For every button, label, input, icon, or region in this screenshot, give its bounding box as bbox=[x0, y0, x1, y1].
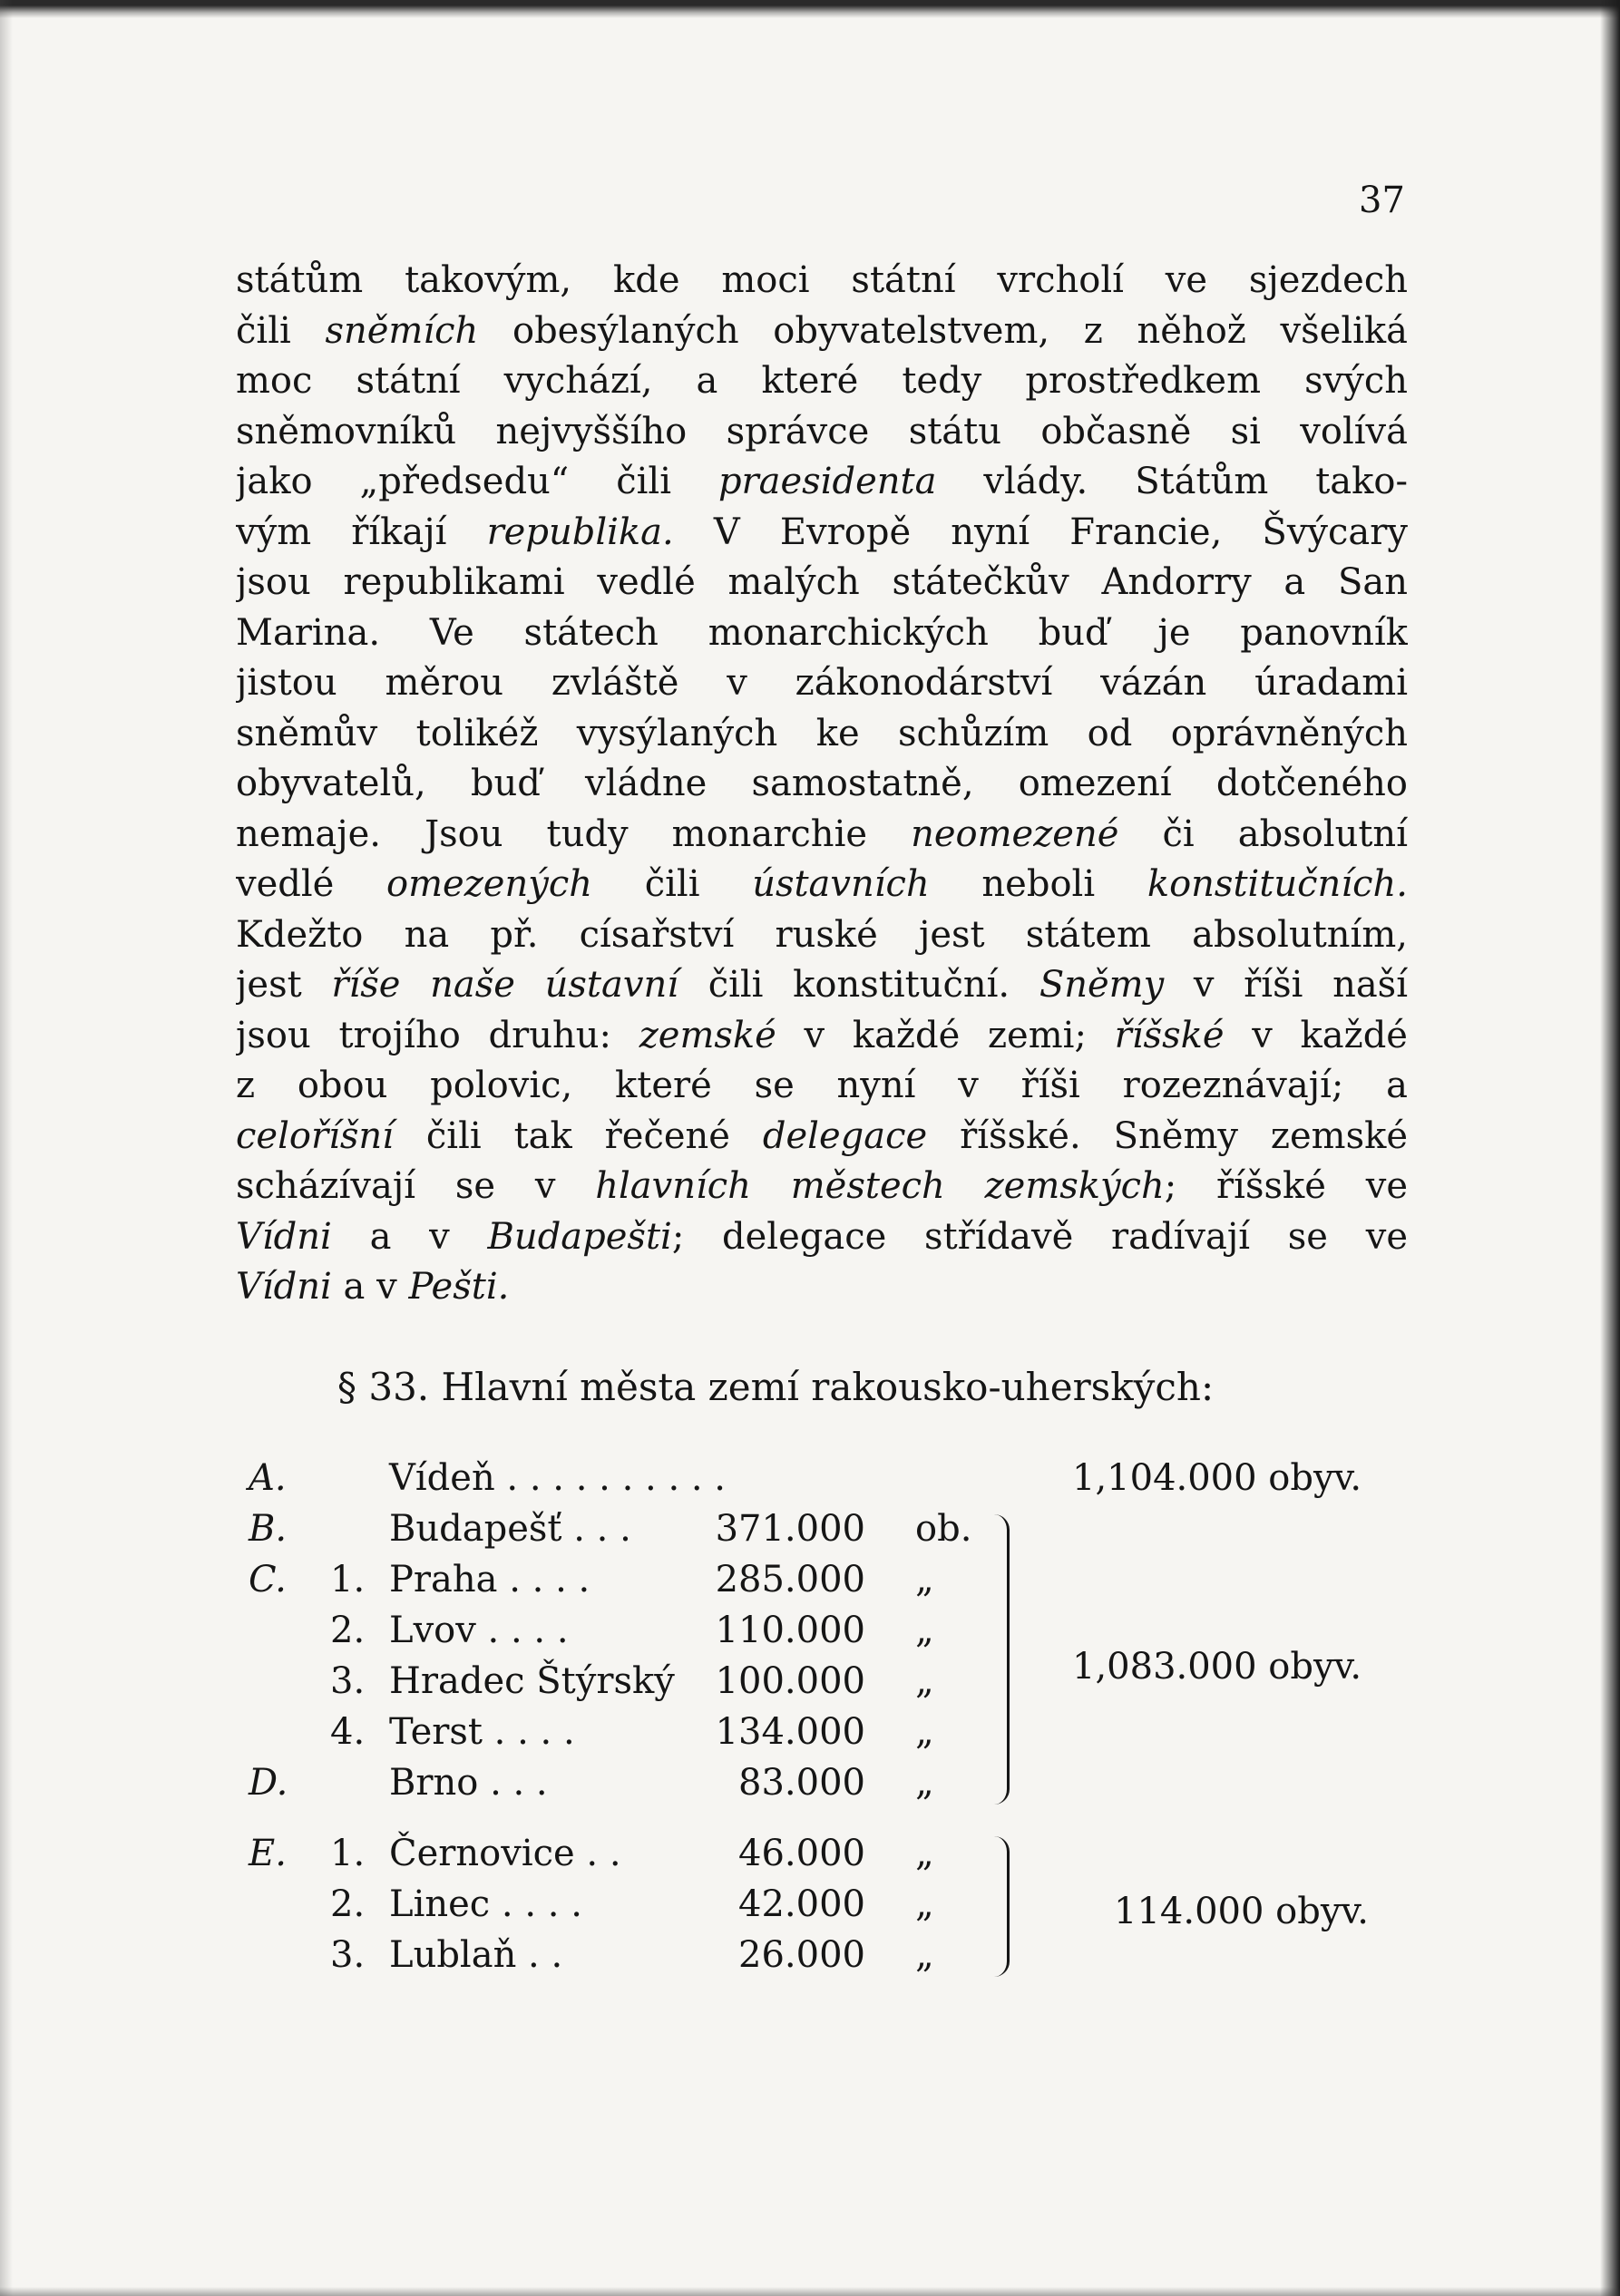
row-number: 2. bbox=[330, 1883, 366, 1925]
italic-term: omezených bbox=[386, 863, 592, 905]
city-row bbox=[249, 1930, 1428, 1980]
paragraph-line bbox=[236, 256, 1408, 306]
paragraph-line bbox=[236, 306, 1408, 357]
population-unit: „ bbox=[915, 1610, 934, 1651]
population-value: 371.000 bbox=[715, 1508, 865, 1550]
city-row bbox=[249, 1503, 1428, 1554]
text-run: nemaje. Jsou tudy monarchie bbox=[236, 812, 912, 855]
text-run: V Evropě nyní Francie, Švýcary bbox=[673, 511, 1408, 553]
text-run: jsou trojího druhu: bbox=[236, 1014, 639, 1056]
city-name: Budapešť . . . bbox=[389, 1508, 631, 1550]
population-value: 83.000 bbox=[738, 1762, 865, 1804]
paragraph-line bbox=[236, 407, 1408, 458]
italic-term: sněmích bbox=[325, 309, 479, 352]
text-run: ; delegace střídavě radívají se ve bbox=[671, 1215, 1408, 1258]
text-run: a v bbox=[331, 1266, 409, 1308]
population-unit: „ bbox=[915, 1883, 934, 1925]
text-run: ; říšské ve bbox=[1164, 1165, 1408, 1207]
italic-term: konstitučních. bbox=[1147, 863, 1408, 905]
text-run: neboli bbox=[929, 863, 1147, 905]
population-unit: „ bbox=[915, 1711, 934, 1753]
paragraph-line bbox=[236, 608, 1408, 659]
row-letter: C. bbox=[249, 1559, 287, 1600]
paragraph-line bbox=[236, 1262, 1408, 1313]
text-run: jest bbox=[236, 964, 332, 1006]
row-letter: E. bbox=[249, 1833, 287, 1874]
paragraph-line bbox=[236, 1011, 1408, 1062]
paragraph-line bbox=[236, 860, 1408, 910]
italic-term: ústavních bbox=[752, 863, 930, 905]
brace-group-b-d bbox=[994, 1514, 1010, 1805]
paragraph-line bbox=[236, 1212, 1408, 1263]
population-value: 134.000 bbox=[715, 1711, 865, 1753]
text-run: z obou polovic, které se nyní v říši rozeznávají; a bbox=[236, 1065, 1408, 1106]
text-run: vedlé bbox=[236, 863, 387, 905]
text-run: vým říkají bbox=[236, 511, 487, 553]
text-run: vlády. Státům tako- bbox=[936, 461, 1408, 502]
text-run: čili tak řečené bbox=[393, 1114, 763, 1157]
page-number: 37 bbox=[1359, 180, 1405, 221]
text-run: moc státní vychází, a které tedy prostředkem svých bbox=[236, 360, 1408, 402]
paragraph-line bbox=[236, 910, 1408, 961]
row-number: 4. bbox=[330, 1711, 366, 1753]
population-unit: ob. bbox=[915, 1508, 972, 1550]
city-name: Lublaň . . bbox=[389, 1934, 563, 1976]
paragraph-line bbox=[236, 1061, 1408, 1112]
paragraph-line bbox=[236, 457, 1408, 508]
row-number: 2. bbox=[330, 1610, 366, 1651]
row-number: 1. bbox=[330, 1833, 366, 1874]
text-run: jsou republikami vedlé malých státečkův Andorry a San bbox=[236, 561, 1408, 603]
text-run: sněmovníků nejvyššího správce státu občasně si volívá bbox=[236, 410, 1408, 452]
section-heading: § 33. Hlavní města zemí rakousko-uherských: bbox=[337, 1365, 1215, 1409]
text-run: státům takovým, kde moci státní vrcholí ve sjezdech bbox=[236, 259, 1408, 301]
city-name: Praha . . . . bbox=[389, 1559, 590, 1600]
text-run: čili bbox=[236, 309, 326, 352]
city-name: Černovice . . bbox=[389, 1833, 621, 1874]
city-name: Terst . . . . bbox=[389, 1711, 575, 1753]
city-row bbox=[249, 1757, 1428, 1808]
text-run: jako „předsedu“ čili bbox=[236, 461, 718, 502]
italic-term: Vídni bbox=[236, 1215, 332, 1258]
italic-term: Pešti. bbox=[408, 1266, 510, 1308]
total-group-e: 114.000 obyv. bbox=[1114, 1891, 1369, 1932]
paragraph-line bbox=[236, 508, 1408, 559]
population-unit: „ bbox=[915, 1934, 934, 1976]
italic-term: delegace bbox=[762, 1114, 928, 1157]
scan-edge-left bbox=[0, 0, 13, 2296]
scan-edge-right bbox=[1600, 0, 1620, 2296]
italic-term: zemské bbox=[639, 1014, 776, 1056]
row-letter: B. bbox=[249, 1508, 288, 1550]
city-name: Hradec Štýrský bbox=[389, 1660, 675, 1702]
text-run: čili konstituční. bbox=[678, 964, 1039, 1006]
population-unit: „ bbox=[915, 1762, 934, 1804]
text-run: a v bbox=[331, 1215, 488, 1258]
italic-term: hlavních městech zemských bbox=[595, 1165, 1165, 1207]
population-value: 46.000 bbox=[738, 1833, 865, 1874]
population-value: 26.000 bbox=[738, 1934, 865, 1976]
text-run: sněmův tolikéž vysýlaných ke schůzím od oprávněných bbox=[236, 712, 1408, 754]
italic-term: Vídni bbox=[236, 1266, 332, 1308]
paragraph-line bbox=[236, 960, 1408, 1011]
population-value: 285.000 bbox=[715, 1559, 865, 1600]
italic-term: praesidenta bbox=[717, 461, 937, 502]
italic-term: neomezené bbox=[911, 812, 1119, 855]
population-value: 110.000 bbox=[715, 1610, 865, 1651]
row-number: 3. bbox=[330, 1660, 366, 1702]
row-letter: D. bbox=[249, 1762, 288, 1804]
city-row bbox=[249, 1707, 1428, 1757]
paragraph-line bbox=[236, 558, 1408, 608]
population-value: 42.000 bbox=[738, 1883, 865, 1925]
city-name: Vídeň . . . . . . . . . . bbox=[389, 1457, 727, 1499]
row-letter: A. bbox=[249, 1457, 287, 1499]
body-paragraph bbox=[236, 256, 1408, 1313]
total-vienna: 1,104.000 obyv. bbox=[1072, 1457, 1362, 1499]
population-unit: „ bbox=[915, 1660, 934, 1702]
population-unit: „ bbox=[915, 1833, 934, 1874]
brace-group-e bbox=[994, 1836, 1010, 1977]
paragraph-line bbox=[236, 356, 1408, 407]
paragraph-line bbox=[236, 759, 1408, 810]
paragraph-line bbox=[236, 1112, 1408, 1163]
text-run: obesýlaných obyvatelstvem, z něhož všeliká bbox=[478, 309, 1408, 352]
italic-term: říšské bbox=[1114, 1014, 1225, 1056]
text-run: či absolutní bbox=[1118, 812, 1408, 855]
text-run: v říši naší bbox=[1164, 964, 1408, 1006]
population-value: 100.000 bbox=[715, 1660, 865, 1702]
italic-term: Budapešti bbox=[487, 1215, 672, 1258]
total-group-b-d: 1,083.000 obyv. bbox=[1072, 1646, 1362, 1688]
italic-term: říše naše ústavní bbox=[331, 964, 679, 1006]
text-run: Marina. Ve státech monarchických buď je panovník bbox=[236, 611, 1408, 654]
paragraph-line bbox=[236, 1162, 1408, 1212]
italic-term: Sněmy bbox=[1039, 964, 1165, 1006]
city-name: Lvov . . . . bbox=[389, 1610, 569, 1651]
text-run: v každé bbox=[1224, 1014, 1408, 1056]
paragraph-line bbox=[236, 658, 1408, 709]
text-run: v každé zemi; bbox=[776, 1014, 1115, 1056]
text-run: obyvatelů, buď vládne samostatně, omezení dotčeného bbox=[236, 763, 1408, 804]
row-number: 3. bbox=[330, 1934, 366, 1976]
text-run: jistou měrou zvláště v zákonodárství vázán úradami bbox=[236, 662, 1408, 704]
italic-term: republika. bbox=[486, 511, 674, 553]
city-name: Brno . . . bbox=[389, 1762, 548, 1804]
scan-edge-bottom bbox=[0, 2287, 1620, 2296]
italic-term: celoříšní bbox=[236, 1114, 394, 1157]
scan-edge-top bbox=[0, 0, 1620, 18]
row-number: 1. bbox=[330, 1559, 366, 1600]
paragraph-line bbox=[236, 709, 1408, 760]
city-row bbox=[249, 1828, 1428, 1879]
population-unit: „ bbox=[915, 1559, 934, 1600]
city-name: Linec . . . . bbox=[389, 1883, 582, 1925]
text-run: scházívají se v bbox=[236, 1165, 596, 1207]
city-row bbox=[249, 1554, 1428, 1605]
text-run: Kdežto na př. císařství ruské jest státem absolutním, bbox=[236, 913, 1408, 956]
text-run: čili bbox=[592, 863, 753, 905]
text-run: říšské. Sněmy zemské bbox=[927, 1114, 1408, 1157]
paragraph-line bbox=[236, 810, 1408, 861]
